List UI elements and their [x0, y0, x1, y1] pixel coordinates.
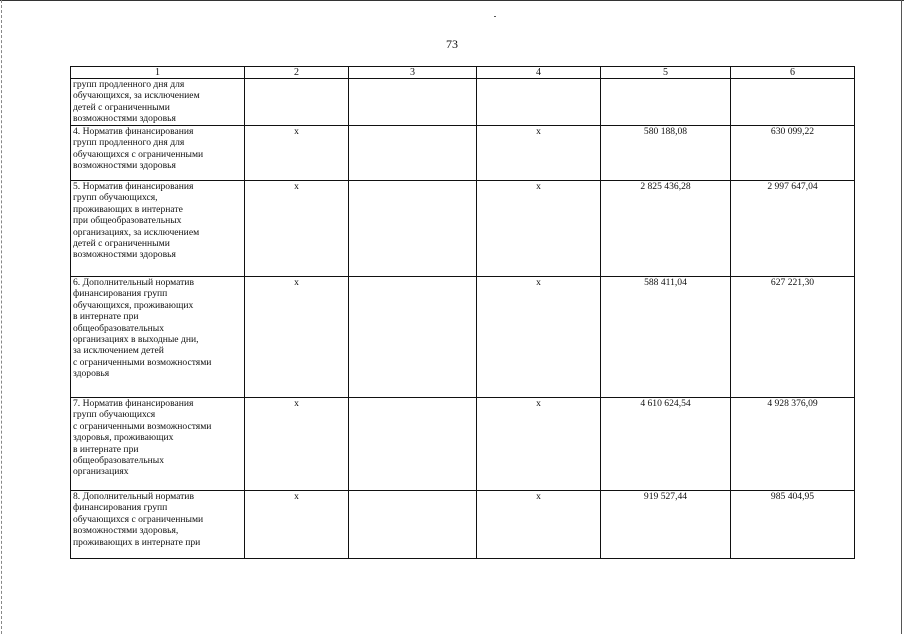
col5-value-cell: 580 188,08 — [601, 126, 731, 181]
row-name-cell: 7. Норматив финансирования групп обучающихся с ограниченными возможностями здоровья, проживающих в интернате при общеобразовательных организациях — [71, 398, 245, 491]
column-header-6: 6 — [731, 67, 855, 79]
normative-table — [70, 66, 855, 559]
col2-cell: х — [245, 126, 349, 181]
col6-value-cell: 985 404,95 — [731, 491, 855, 559]
column-header-3: 3 — [349, 67, 477, 79]
row-name-cell: 4. Норматив финансирования групп продленного дня для обучающихся с ограниченными возможностями здоровья — [71, 126, 245, 181]
col5-value-cell — [601, 79, 731, 126]
col3-cell — [349, 491, 477, 559]
col6-value-cell: 627 221,30 — [731, 277, 855, 398]
col5-value-cell: 919 527,44 — [601, 491, 731, 559]
table-row — [71, 126, 855, 181]
table-row — [71, 181, 855, 277]
col4-cell: х — [477, 126, 601, 181]
col6-value-cell: 630 099,22 — [731, 126, 855, 181]
col5-value-cell: 2 825 436,28 — [601, 181, 731, 277]
table-row — [71, 491, 855, 559]
col3-cell — [349, 126, 477, 181]
col3-cell — [349, 181, 477, 277]
column-header-1: 1 — [71, 67, 245, 79]
col5-value-cell: 588 411,04 — [601, 277, 731, 398]
col5-value-cell: 4 610 624,54 — [601, 398, 731, 491]
col2-cell: х — [245, 491, 349, 559]
col4-cell — [477, 79, 601, 126]
col3-cell — [349, 79, 477, 126]
col2-cell: х — [245, 398, 349, 491]
col3-cell — [349, 277, 477, 398]
row-name-cell: 8. Дополнительный норматив финансирования групп обучающихся с ограниченными возможностями здоровья, проживающих в интернате при — [71, 491, 245, 559]
column-header-5: 5 — [601, 67, 731, 79]
scan-border-right — [901, 0, 902, 634]
col4-cell: х — [477, 491, 601, 559]
scan-border-left — [1, 0, 3, 634]
col4-cell: х — [477, 181, 601, 277]
row-name-cell: 6. Дополнительный норматив финансирования групп обучающихся, проживающих в интернате при общеобразовательных организациях в выходные дни, за исключением детей с ограниченными возможностями здоровья — [71, 277, 245, 398]
col3-cell — [349, 398, 477, 491]
col4-cell: х — [477, 277, 601, 398]
scan-speck — [494, 16, 496, 17]
row-name-cell: 5. Норматив финансирования групп обучающихся, проживающих в интернате при общеобразовательных организациях, за исключением детей с ограниченными возможностями здоровья — [71, 181, 245, 277]
table-row — [71, 79, 855, 126]
table-header-row — [71, 67, 855, 79]
col2-cell: х — [245, 181, 349, 277]
scan-border-top — [0, 0, 904, 1]
table-row — [71, 277, 855, 398]
col6-value-cell — [731, 79, 855, 126]
col6-value-cell: 4 928 376,09 — [731, 398, 855, 491]
column-header-4: 4 — [477, 67, 601, 79]
col4-cell: х — [477, 398, 601, 491]
col6-value-cell: 2 997 647,04 — [731, 181, 855, 277]
page-number: 73 — [446, 37, 458, 51]
column-header-2: 2 — [245, 67, 349, 79]
table-row — [71, 398, 855, 491]
col2-cell: х — [245, 277, 349, 398]
row-name-cell: групп продленного дня для обучающихся, за исключением детей с ограниченными возможностями здоровья — [71, 79, 245, 126]
col2-cell — [245, 79, 349, 126]
